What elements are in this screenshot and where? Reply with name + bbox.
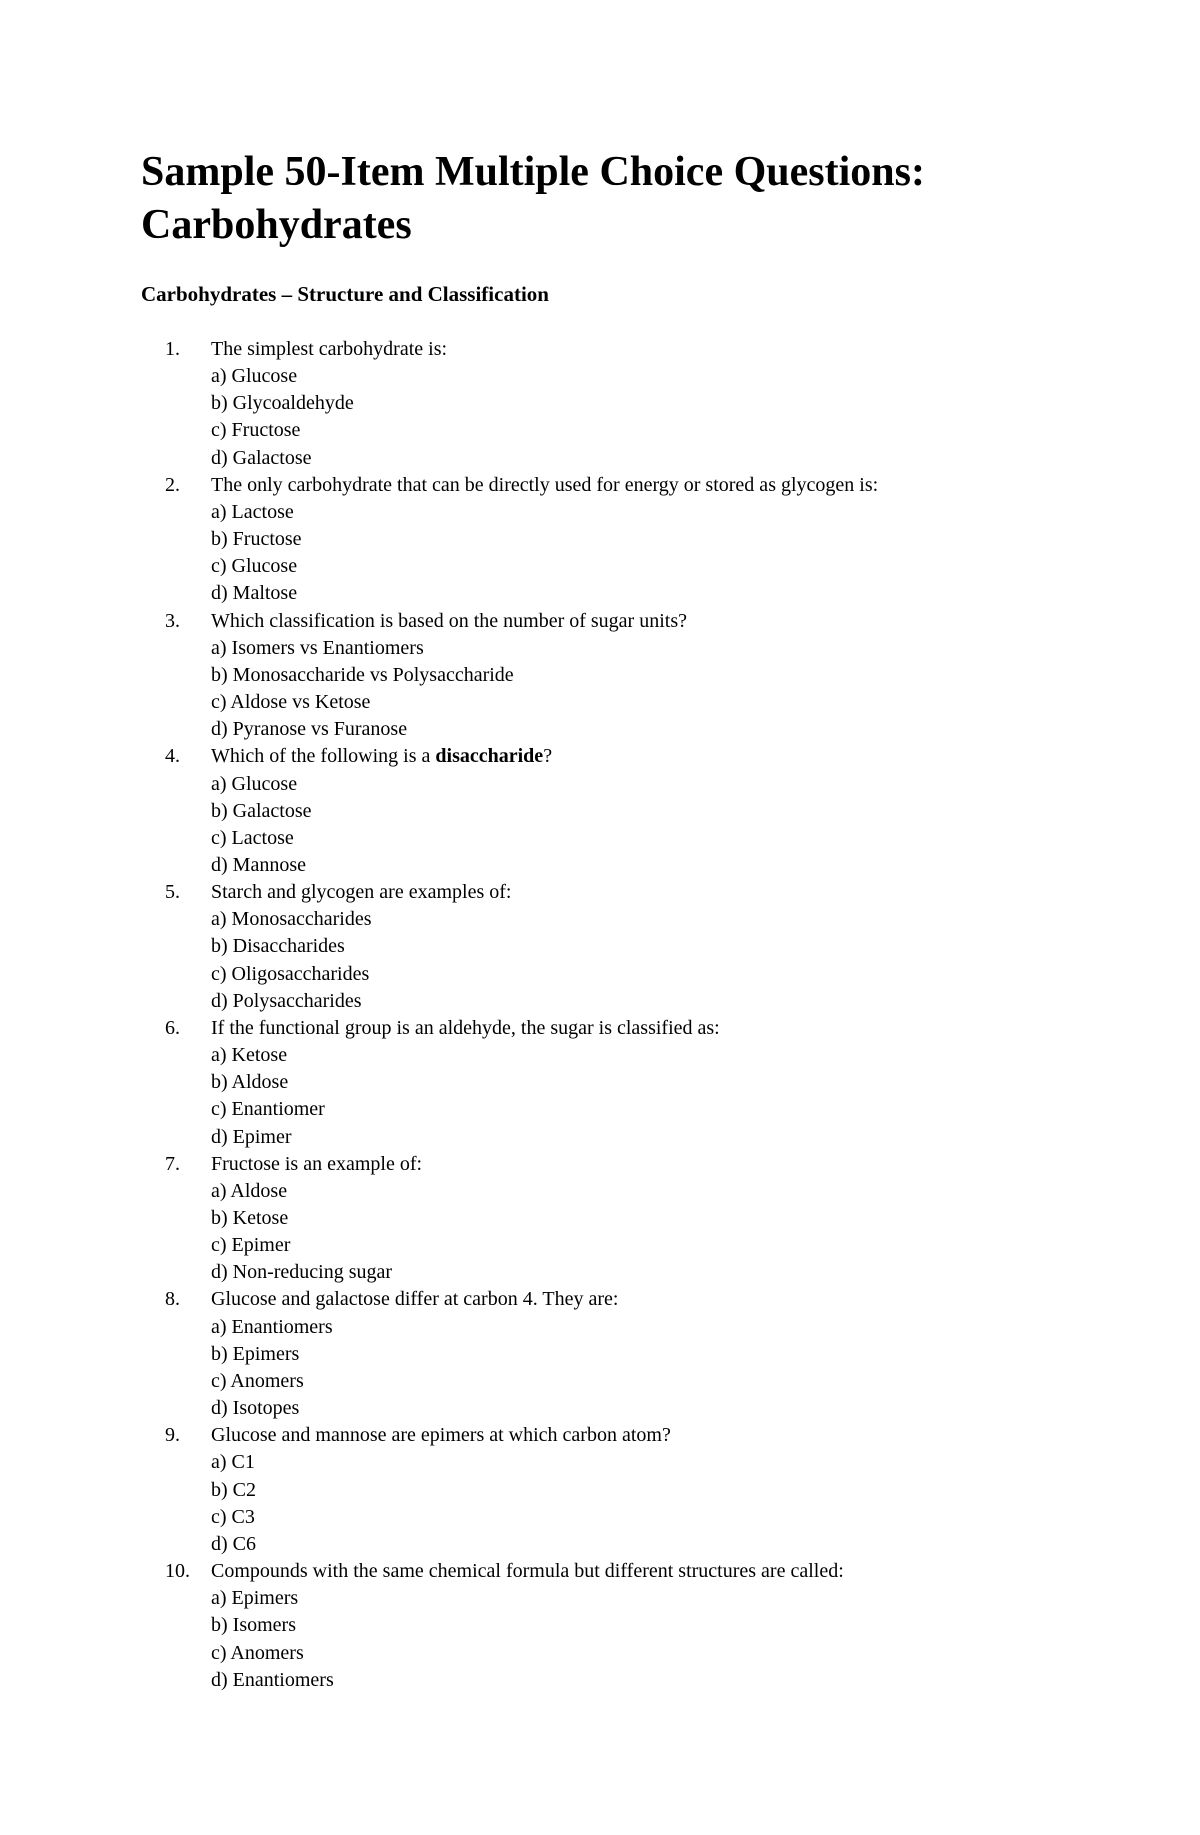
question-stem: [211, 743, 1200, 770]
page-title: Sample 50-Item Multiple Choice Questions: Carbohydrates: [141, 149, 925, 248]
answer-options: [211, 1449, 1200, 1558]
question-7: [0, 1151, 1200, 1287]
question-number: 6.: [165, 1016, 180, 1039]
answer-option-d: d) Pyranose vs Furanose: [211, 718, 408, 741]
question-number: 4.: [165, 745, 180, 768]
answer-option-c: c) Fructose: [211, 419, 301, 442]
question-number: 5.: [165, 881, 180, 904]
answer-option-b: b) Galactose: [211, 799, 312, 822]
answer-option-a: a) Aldose: [211, 1179, 288, 1202]
question-9: [0, 1422, 1200, 1558]
answer-option-c: c) Enantiomer: [211, 1098, 325, 1121]
answer-option-b: b) Ketose: [211, 1207, 289, 1229]
question-number: 2.: [165, 473, 180, 496]
answer-options: [211, 1042, 1200, 1151]
answer-option-a: a) Lactose: [211, 500, 294, 523]
answer-option-b: b) Aldose: [211, 1071, 289, 1094]
question-6: [0, 1015, 1200, 1151]
section-heading: Carbohydrates – Structure and Classification: [141, 282, 549, 306]
question-number: 7.: [165, 1152, 180, 1175]
answer-option-b: b) C2: [211, 1478, 256, 1501]
answer-option-b: b) Epimers: [211, 1342, 300, 1365]
question-5: [0, 879, 1200, 1015]
answer-option-d: d) Maltose: [211, 582, 298, 605]
answer-option-d: d) Isotopes: [211, 1397, 300, 1420]
answer-options: [211, 906, 1200, 1015]
answer-option-c: c) Lactose: [211, 826, 294, 849]
answer-option-c: c) Anomers: [211, 1641, 304, 1664]
question-1: [0, 336, 1200, 472]
question-stem: Compounds with the same chemical formula but different structures are called:: [211, 1560, 844, 1583]
question-10: [0, 1558, 1200, 1694]
question-2: [0, 472, 1200, 608]
answer-option-b: b) Glycoaldehyde: [211, 392, 354, 415]
question-stem: The simplest carbohydrate is:: [211, 338, 448, 360]
question-3: [0, 608, 1200, 744]
answer-option-c: c) C3: [211, 1505, 255, 1528]
question-stem: Glucose and galactose differ at carbon 4. They are:: [211, 1288, 619, 1311]
question-stem-emphasis: disaccharide: [435, 745, 544, 768]
answer-option-a: a) Monosaccharides: [211, 908, 372, 931]
answer-option-b: b) Monosaccharide vs Polysaccharide: [211, 663, 514, 686]
question-8: [0, 1286, 1200, 1422]
answer-options: [211, 1585, 1200, 1694]
answer-option-a: a) Ketose: [211, 1044, 288, 1067]
answer-option-c: c) Epimer: [211, 1234, 291, 1257]
answer-option-c: c) Oligosaccharides: [211, 962, 370, 985]
question-stem-text: Which of the following is a: [211, 745, 436, 768]
answer-options: [211, 1314, 1200, 1423]
answer-options: [211, 499, 1200, 608]
answer-option-a: a) Isomers vs Enantiomers: [211, 636, 424, 659]
answer-option-d: d) Non-reducing sugar: [211, 1261, 393, 1284]
answer-option-d: d) Polysaccharides: [211, 989, 362, 1012]
answer-option-b: b) Isomers: [211, 1614, 296, 1637]
answer-option-d: d) Mannose: [211, 853, 306, 876]
question-4: [0, 743, 1200, 879]
question-number: 8.: [165, 1288, 180, 1311]
answer-option-a: a) Enantiomers: [211, 1315, 333, 1338]
answer-option-b: b) Disaccharides: [211, 935, 345, 958]
question-stem: Fructose is an example of:: [211, 1152, 423, 1175]
question-stem: Starch and glycogen are examples of:: [211, 881, 512, 904]
answer-option-d: d) Epimer: [211, 1125, 292, 1148]
question-stem: The only carbohydrate that can be directly used for energy or stored as glycogen is:: [211, 473, 879, 496]
answer-option-c: c) Glucose: [211, 555, 298, 578]
answer-option-a: a) Glucose: [211, 365, 298, 388]
question-stem: If the functional group is an aldehyde, the sugar is classified as:: [211, 1016, 720, 1039]
answer-options: [211, 363, 1200, 472]
question-stem-end: ?: [543, 745, 553, 768]
question-number: 3.: [165, 609, 180, 632]
answer-option-c: c) Aldose vs Ketose: [211, 691, 371, 714]
answer-option-c: c) Anomers: [211, 1369, 304, 1392]
answer-option-a: a) Epimers: [211, 1587, 299, 1610]
question-number: 9.: [165, 1424, 180, 1447]
answer-option-d: d) Galactose: [211, 446, 312, 469]
answer-option-a: a) C1: [211, 1451, 255, 1474]
answer-options: [211, 771, 1200, 880]
question-number: 10.: [165, 1560, 190, 1583]
answer-options: [211, 1178, 1200, 1287]
answer-option-b: b) Fructose: [211, 528, 302, 551]
answer-options: [211, 635, 1200, 744]
question-stem: Which classification is based on the number of sugar units?: [211, 609, 687, 632]
question-stem: Glucose and mannose are epimers at which carbon atom?: [211, 1424, 671, 1447]
answer-option-d: d) Enantiomers: [211, 1668, 334, 1691]
question-number: 1.: [165, 338, 180, 360]
answer-option-d: d) C6: [211, 1532, 256, 1555]
question-list: [0, 336, 1200, 1694]
answer-option-a: a) Glucose: [211, 772, 298, 795]
